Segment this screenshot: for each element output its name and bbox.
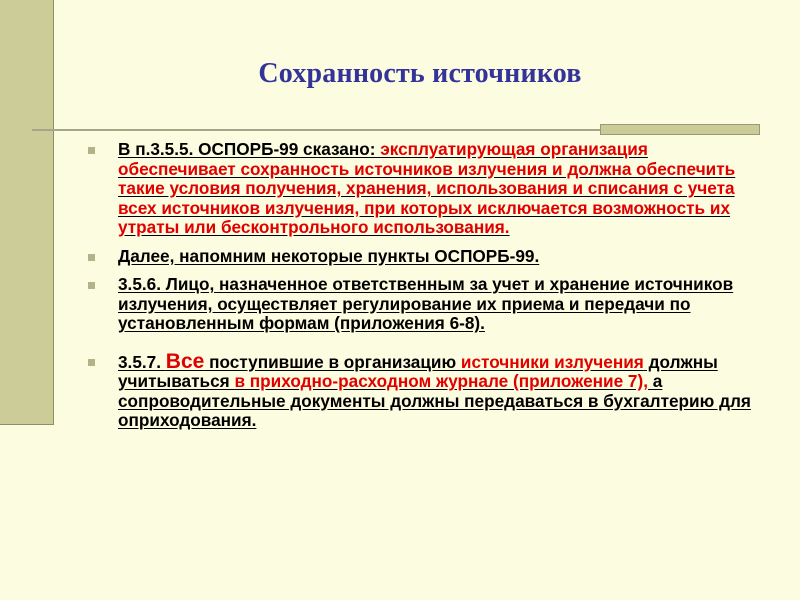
square-bullet-icon <box>88 282 95 289</box>
bullet-text-red: в приходно-расходном журнале (приложение 7), <box>234 371 648 391</box>
bullet-list <box>88 140 758 440</box>
bullet-text-black: В п.3.5.5. ОСПОРБ-99 сказано: <box>118 139 376 159</box>
square-bullet-icon <box>88 147 95 154</box>
bullet-item <box>88 247 758 267</box>
bullet-text-black: 3.5.6. Лицо, назначенное ответственным за учет и хранение источников излучения, осуществляет регулирование их приема и передачи по установленным формам (приложения 6-8). <box>118 274 734 333</box>
bullet-text-black: должны учитываться <box>118 351 718 391</box>
slide-title: Сохранность источников <box>258 58 582 89</box>
square-bullet-icon <box>88 254 95 261</box>
divider-decoration-block <box>600 124 760 135</box>
bullet-text-black: поступившие в организацию <box>204 351 461 372</box>
bullet-text-black: Далее, напомним некоторые пункты ОСПОРБ-99. <box>118 245 540 266</box>
bullet-text-red: источники излучения <box>460 351 644 372</box>
bullet-item <box>88 349 758 431</box>
bullet-text-red: эксплуатирующая организация обеспечивает сохранность источников излучения и должна обеспечить такие условия получения, хранения, использования и списания с учета всех источников излучения, при которых исключается возможность их утраты или бесконтрольного использования. <box>118 139 736 237</box>
bullet-text-red-emphasis: Все <box>165 349 205 373</box>
square-bullet-icon <box>88 359 95 366</box>
bullet-text-black: 3.5.7. <box>118 351 166 372</box>
bullet-item <box>88 140 758 238</box>
bullet-item <box>88 275 758 334</box>
bullet-text-black: а сопроводительные документы должны передаваться в бухгалтерию для оприходования. <box>118 371 751 430</box>
